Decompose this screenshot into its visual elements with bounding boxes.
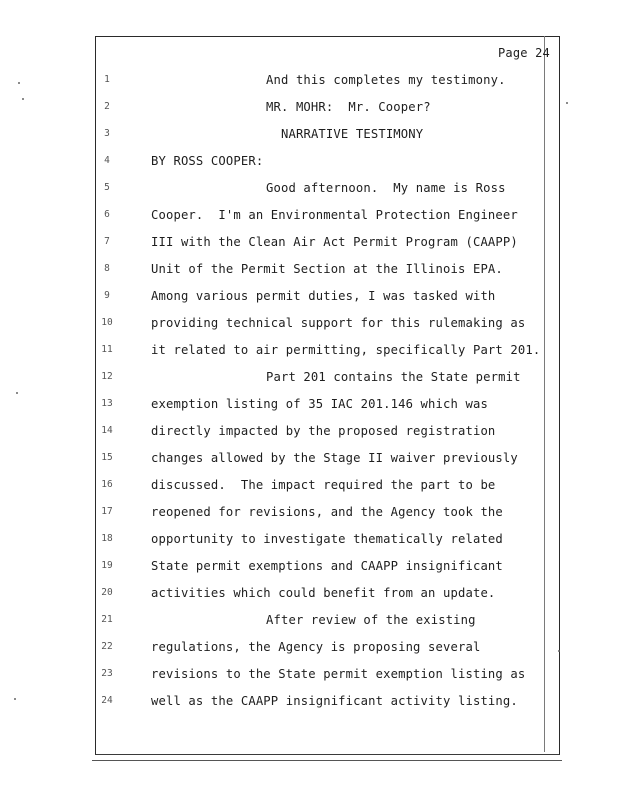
scan-speck bbox=[16, 392, 18, 394]
line-number: 12 bbox=[101, 371, 113, 382]
transcript-line bbox=[0, 585, 618, 601]
line-number: 17 bbox=[101, 506, 113, 517]
line-text: reopened for revisions, and the Agency took the bbox=[151, 505, 503, 519]
line-text: Good afternoon. My name is Ross bbox=[266, 181, 506, 195]
line-text: discussed. The impact required the part to be bbox=[151, 478, 496, 492]
transcript-line bbox=[0, 504, 618, 520]
scan-speck bbox=[18, 82, 20, 84]
transcript-line bbox=[0, 396, 618, 412]
line-number: 19 bbox=[101, 560, 113, 571]
line-text: After review of the existing bbox=[266, 613, 476, 627]
line-text: Part 201 contains the State permit bbox=[266, 370, 521, 384]
line-text: BY ROSS COOPER: bbox=[151, 154, 264, 168]
line-text: revisions to the State permit exemption listing as bbox=[151, 667, 526, 681]
line-text: activities which could benefit from an update. bbox=[151, 586, 496, 600]
line-number: 23 bbox=[101, 668, 113, 679]
line-text: Among various permit duties, I was tasked with bbox=[151, 289, 496, 303]
line-number: 1 bbox=[104, 74, 110, 85]
transcript-line bbox=[0, 666, 618, 682]
transcript-line bbox=[0, 207, 618, 223]
line-number: 8 bbox=[104, 263, 110, 274]
line-text: it related to air permitting, specifically Part 201. bbox=[151, 343, 541, 357]
line-number: 15 bbox=[101, 452, 113, 463]
transcript-line bbox=[0, 234, 618, 250]
line-text: Unit of the Permit Section at the Illinois EPA. bbox=[151, 262, 503, 276]
line-number: 10 bbox=[101, 317, 113, 328]
transcript-line bbox=[0, 693, 618, 709]
line-number: 22 bbox=[101, 641, 113, 652]
transcript-line bbox=[0, 342, 618, 358]
line-number: 2 bbox=[104, 101, 110, 112]
line-text: And this completes my testimony. bbox=[266, 73, 506, 87]
transcript-line bbox=[0, 612, 618, 628]
transcript-line bbox=[0, 126, 618, 142]
transcript-line bbox=[0, 72, 618, 88]
transcript-line bbox=[0, 180, 618, 196]
transcript-line bbox=[0, 99, 618, 115]
line-number: 13 bbox=[101, 398, 113, 409]
line-number: 5 bbox=[104, 182, 110, 193]
bottom-rule bbox=[92, 760, 562, 761]
scan-speck bbox=[22, 98, 24, 100]
line-text: III with the Clean Air Act Permit Program (CAAPP) bbox=[151, 235, 518, 249]
line-text: well as the CAAPP insignificant activity listing. bbox=[151, 694, 518, 708]
transcript-line bbox=[0, 288, 618, 304]
line-text: MR. MOHR: Mr. Cooper? bbox=[266, 100, 431, 114]
line-text: regulations, the Agency is proposing several bbox=[151, 640, 481, 654]
transcript-line bbox=[0, 531, 618, 547]
transcript-line bbox=[0, 450, 618, 466]
scan-speck bbox=[14, 698, 16, 700]
line-number: 16 bbox=[101, 479, 113, 490]
line-text: exemption listing of 35 IAC 201.146 which was bbox=[151, 397, 488, 411]
transcript-line bbox=[0, 423, 618, 439]
line-text: providing technical support for this rulemaking as bbox=[151, 316, 526, 330]
line-number: 9 bbox=[104, 290, 110, 301]
transcript-line bbox=[0, 315, 618, 331]
line-number: 21 bbox=[101, 614, 113, 625]
line-text: directly impacted by the proposed registration bbox=[151, 424, 496, 438]
line-number: 18 bbox=[101, 533, 113, 544]
transcript-line bbox=[0, 261, 618, 277]
line-number: 20 bbox=[101, 587, 113, 598]
scan-speck bbox=[558, 650, 560, 652]
line-number: 3 bbox=[104, 128, 110, 139]
line-text: Cooper. I'm an Environmental Protection Engineer bbox=[151, 208, 518, 222]
transcript-line bbox=[0, 153, 618, 169]
transcript-line bbox=[0, 369, 618, 385]
line-number: 7 bbox=[104, 236, 110, 247]
page-number: Page 24 bbox=[498, 46, 550, 60]
line-text: State permit exemptions and CAAPP insignificant bbox=[151, 559, 503, 573]
line-number: 11 bbox=[101, 344, 113, 355]
line-number: 4 bbox=[104, 155, 110, 166]
line-text: NARRATIVE TESTIMONY bbox=[281, 127, 424, 141]
line-number: 6 bbox=[104, 209, 110, 220]
line-number: 14 bbox=[101, 425, 113, 436]
line-text: changes allowed by the Stage II waiver previously bbox=[151, 451, 518, 465]
transcript-line bbox=[0, 639, 618, 655]
transcript-line bbox=[0, 477, 618, 493]
line-number: 24 bbox=[101, 695, 113, 706]
line-text: opportunity to investigate thematically related bbox=[151, 532, 503, 546]
scan-speck bbox=[566, 102, 568, 104]
transcript-line bbox=[0, 558, 618, 574]
